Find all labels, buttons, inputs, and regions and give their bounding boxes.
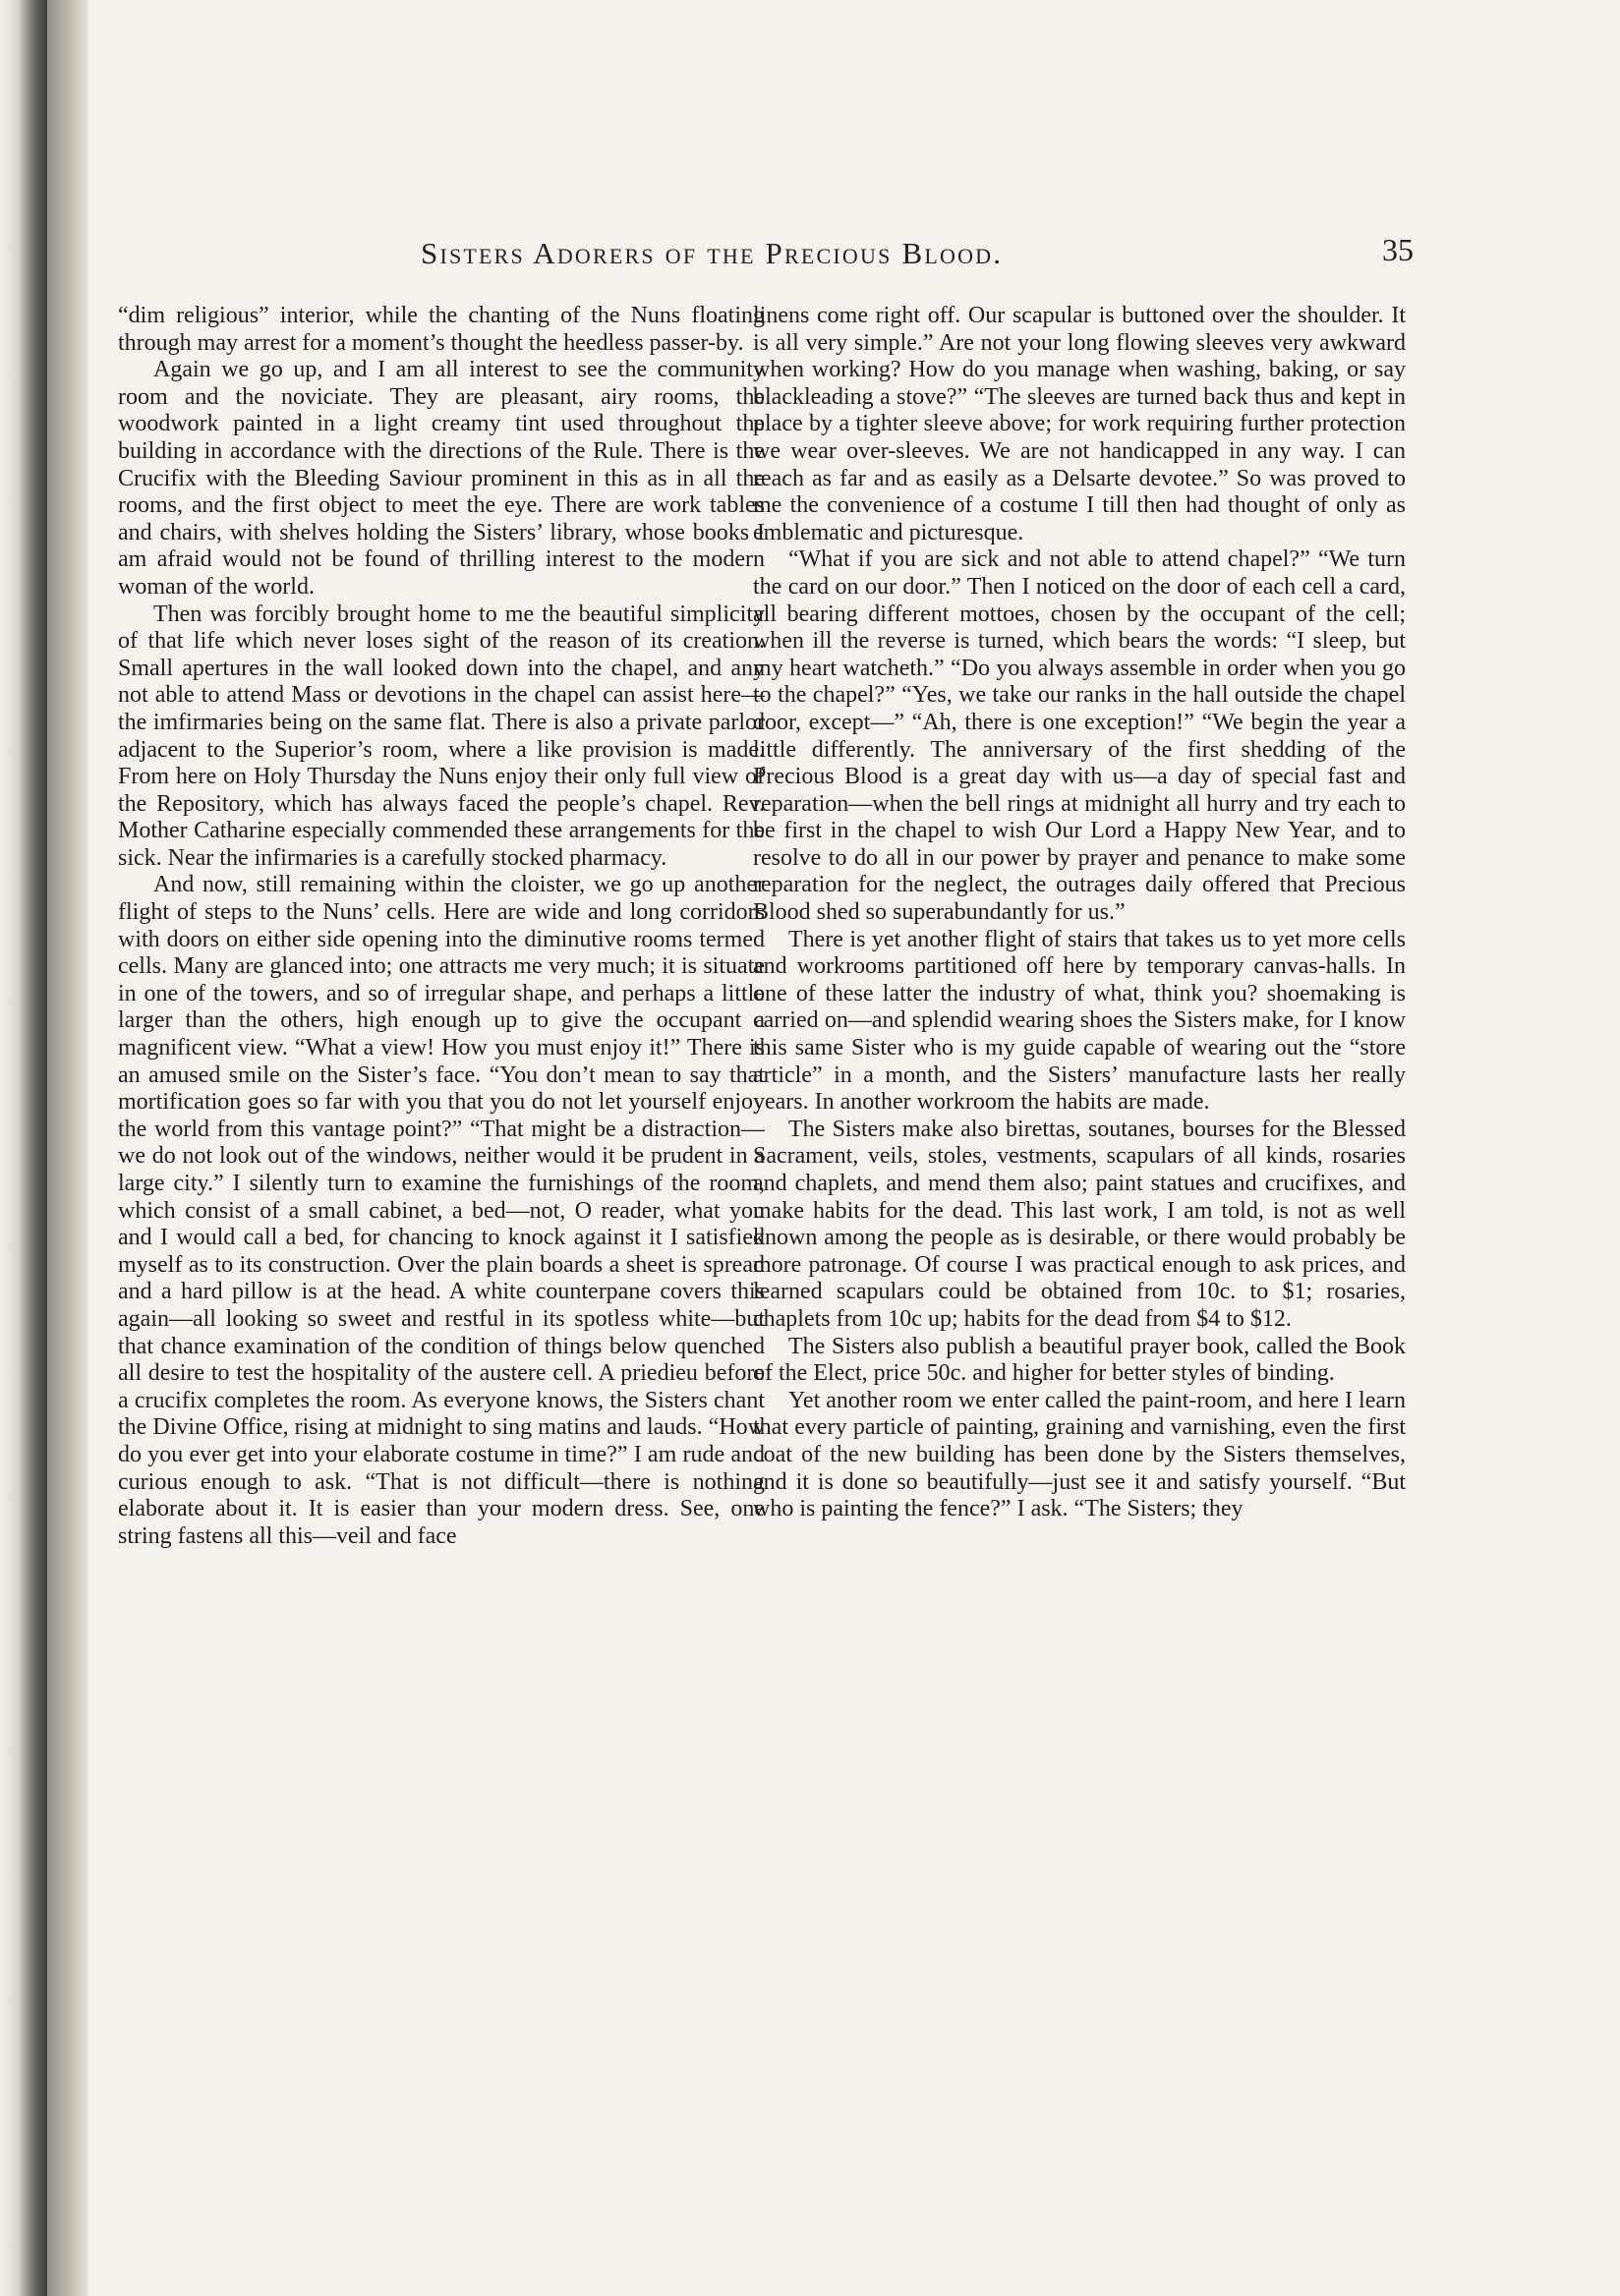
paragraph: “dim religious” interior, while the chanting of the Nuns floating through may arrest for a moment’s thought the heedless passer-by.: [118, 303, 765, 356]
paragraph: And now, still remaining within the cloister, we go up another flight of steps to the Nuns’ cells. Here are wide and long corridors with doors on either side opening into the diminutive rooms termed cells. Many are glanced into; one attracts me very much; it is situate in one of the towers, and so of irregular shape, and perhaps a little larger than the others, high enough up to give the occupant a magnificent view. “What a view! How you must enjoy it!” There is an amused smile on the Sister’s face. “You don’t mean to say that mortification goes so far with you that you do not let yourself enjoy the world from this vantage point?” “That might be a distraction—we do not look out of the windows, neither would it be prudent in a large city.” I silently turn to examine the furnishings of the room, which consist of a small cabinet, a bed—not, O reader, what you and I would call a bed, for chancing to knock against it I satisfied myself as to its construction. Over the plain boards a sheet is spread and a hard pillow is at the head. A white counterpane covers this again—all looking so sweet and restful in its spotless white—but that chance examination of the condition of things below quenched all desire to test the hospitality of the austere cell. A priedieu before a crucifix completes the room. As everyone knows, the Sisters chant the Divine Office, rising at midnight to sing matins and lauds. “How do you ever get into your elaborate costume in time?” I am rude and curious enough to ask. “That is not difficult—there is nothing elaborate about it. It is easier than your modern dress. See, one string fastens all this—veil and face: [118, 872, 765, 1549]
paragraph: The Sisters also publish a beautiful prayer book, called the Book of the Elect, price 50c. and higher for better styles of binding.: [753, 1333, 1406, 1387]
paragraph: “What if you are sick and not able to attend chapel?” “We turn the card on our door.” Then I noticed on the door of each cell a card, all bearing different mottoes, chosen by the occupant of the cell; when ill the reverse is turned, which bears the words: “I sleep, but my heart watcheth.” “Do you always assemble in order when you go to the chapel?” “Yes, we take our ranks in the hall outside the chapel door, except—” “Ah, there is one exception!” “We begin the year a little differently. The anniversary of the first shedding of the Precious Blood is a great day with us—a day of special fast and reparation—when the bell rings at midnight all hurry and try each to be first in the chapel to wish Our Lord a Happy New Year, and to resolve to do all in our power by prayer and penance to make some reparation for the neglect, the outrages daily offered that Precious Blood shed so superabundantly for us.”: [753, 546, 1406, 926]
right-text-column: [753, 303, 1406, 2052]
book-gutter-shadow: [0, 0, 47, 2296]
running-title: Sisters Adorers of the Precious Blood.: [421, 236, 1004, 270]
paragraph: There is yet another flight of stairs that takes us to yet more cells and workrooms partitioned off here by temporary canvas-halls. In one of these latter the industry of what, think you? shoemaking is carried on—and splendid wearing shoes the Sisters make, for I know this same Sister who is my guide capable of wearing out the “store article” in a month, and the Sisters’ manufacture lasts her really years. In another workroom the habits are made.: [753, 926, 1406, 1116]
paragraph: linens come right off. Our scapular is buttoned over the shoulder. It is all very simple.” Are not your long flowing sleeves very awkward when working? How do you manage when washing, baking, or say blackleading a stove?” “The sleeves are turned back thus and kept in place by a tighter sleeve above; for work requiring further protection we wear over-sleeves. We are not handicapped in any way. I can reach as far and as easily as a Delsarte devotee.” So was proved to me the convenience of a costume I till then had thought of only as emblematic and picturesque.: [753, 303, 1406, 545]
paragraph: Again we go up, and I am all interest to see the community room and the noviciate. They are pleasant, airy rooms, the woodwork painted in a light creamy tint used throughout the building in accordance with the directions of the Rule. There is the Crucifix with the Bleeding Saviour prominent in this as in all the rooms, and the first object to meet the eye. There are work tables and chairs, with shelves holding the Sisters’ library, whose books I am afraid would not be found of thrilling interest to the modern woman of the world.: [118, 357, 765, 600]
left-text-column: [118, 303, 765, 2052]
paragraph: Then was forcibly brought home to me the beautiful simplicity of that life which never loses sight of the reason of its creation. Small apertures in the wall looked down into the chapel, and any not able to attend Mass or devotions in the chapel can assist here—the imfirmaries being on the same flat. There is also a private parlor adjacent to the Superior’s room, where a like provision is made. From here on Holy Thursday the Nuns enjoy their only full view of the Repository, which has always faced the people’s chapel. Rev. Mother Catharine especially commended these arrangements for the sick. Near the infirmaries is a carefully stocked pharmacy.: [118, 601, 765, 871]
book-page: [47, 0, 1620, 2296]
paragraph: Yet another room we enter called the paint-room, and here I learn that every particle of painting, graining and varnishing, even the first coat of the new building has been done by the Sisters themselves, and it is done so beautifully—just see it and satisfy yourself. “But who is painting the fence?” I ask. “The Sisters; they: [753, 1387, 1406, 1522]
paragraph: The Sisters make also birettas, soutanes, bourses for the Blessed Sacrament, veils, stoles, vestments, scapulars of all kinds, rosaries and chaplets, and mend them also; paint statues and crucifixes, and make habits for the dead. This last work, I am told, is not as well known among the people as is desirable, or there would probably be more patronage. Of course I was practical enough to ask prices, and learned scapulars could be obtained from 10c. to $1; rosaries, chaplets from 10c up; habits for the dead from $4 to $12.: [753, 1116, 1406, 1332]
page-number: 35: [1382, 232, 1414, 267]
page-binding-edge: [47, 0, 88, 2296]
